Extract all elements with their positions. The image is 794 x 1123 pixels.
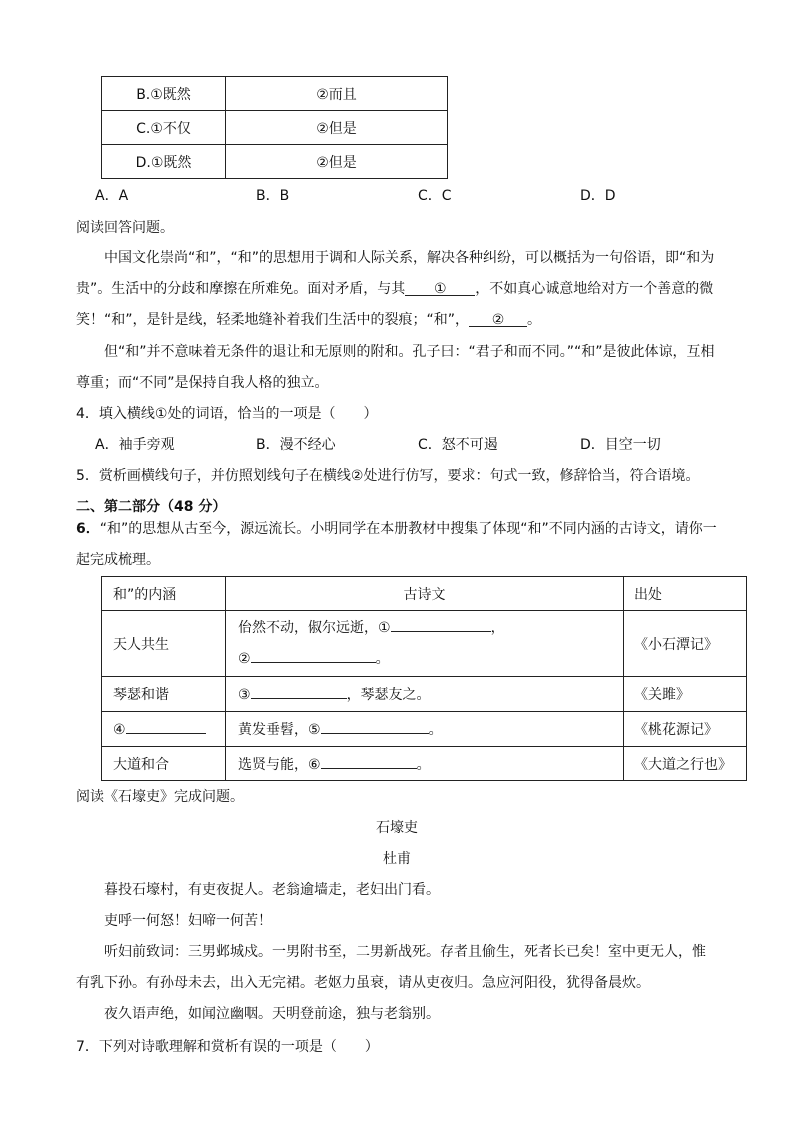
table-cell: C.①不仅 bbox=[102, 111, 226, 145]
choice-d: D．目空一切 bbox=[580, 437, 661, 453]
question-6-line bbox=[76, 522, 717, 536]
answer-blank[interactable] bbox=[321, 720, 429, 734]
table-row bbox=[102, 611, 747, 677]
poem-line bbox=[238, 613, 623, 644]
header-cell: 出处 bbox=[624, 577, 747, 611]
paragraph-line bbox=[76, 282, 713, 296]
question-4: 4．填入横线①处的词语，恰当的一项是（ ） bbox=[76, 406, 378, 422]
poem-line: 听妇前致词：三男邺城戍。一男附书至，二男新战死。存者且偷生，死者长已矣！室中更无人，惟 bbox=[104, 944, 706, 960]
header-cell: 古诗文 bbox=[226, 577, 624, 611]
choice-a: A．袖手旁观 bbox=[95, 437, 175, 453]
text-segment: 贵”。生活中的分歧和摩擦在所难免。面对矛盾，与其 bbox=[76, 281, 406, 297]
poem-line bbox=[238, 644, 623, 675]
choice-d: D．D bbox=[580, 188, 616, 204]
meaning-cell bbox=[102, 712, 226, 747]
poem-line: 吏呼一何怒！妇啼一何苦！ bbox=[104, 913, 272, 929]
poem-title: 石壕吏 bbox=[376, 820, 418, 836]
source-cell: 《桃花源记》 bbox=[624, 712, 747, 747]
text-segment: 。 bbox=[527, 312, 542, 328]
poem-cell bbox=[226, 677, 624, 712]
text-segment: 。 bbox=[375, 650, 390, 667]
poetry-table bbox=[101, 576, 747, 781]
option-table bbox=[101, 76, 448, 179]
poem-line: 有乳下孙。有孙母未去，出入无完裙。老妪力虽衰，请从吏夜归。急应河阳役，犹得备晨炊。 bbox=[76, 975, 650, 991]
table-row bbox=[102, 677, 747, 712]
table-row bbox=[102, 111, 448, 145]
paragraph-line: 中国文化崇尚“和”，“和”的思想用于调和人际关系，解决各种纠纷，可以概括为一句俗语，即“和为 bbox=[104, 250, 715, 266]
text-segment: 选贤与能，⑥ bbox=[238, 756, 321, 773]
choice-b: B．漫不经心 bbox=[256, 437, 336, 453]
choice-c: C．怒不可遏 bbox=[418, 437, 498, 453]
poem-line: 夜久语声绝，如闻泣幽咽。天明登前途，独与老翁别。 bbox=[104, 1006, 440, 1022]
answer-blank[interactable] bbox=[251, 685, 347, 699]
text-segment: “和”的思想从古至今，源远流长。小明同学在本册教材中搜集了体现“和”不同内涵的古诗文，请你一 bbox=[99, 521, 717, 537]
section-title: 二、第二部分（48 分） bbox=[76, 499, 227, 515]
table-row bbox=[102, 145, 448, 179]
poem-line: 暮投石壕村，有吏夜捉人。老翁逾墙走，老妇出门看。 bbox=[104, 882, 440, 898]
choice-a: A．A bbox=[95, 188, 129, 204]
table-cell: D.①既然 bbox=[102, 145, 226, 179]
choice-b: B．B bbox=[256, 188, 290, 204]
meaning-cell: 大道和合 bbox=[102, 747, 226, 781]
text-segment: 。 bbox=[416, 756, 431, 773]
question-number: 6． bbox=[76, 521, 100, 537]
text-segment: 黄发垂髫，⑤ bbox=[238, 722, 321, 738]
poem-cell bbox=[226, 747, 624, 781]
blank-1 bbox=[405, 282, 475, 296]
question-6-line: 起完成梳理。 bbox=[76, 552, 160, 568]
source-cell: 《小石潭记》 bbox=[624, 611, 747, 677]
text-segment: ④ bbox=[113, 722, 126, 738]
question-7: 7．下列对诗歌理解和赏析有误的一项是（ ） bbox=[76, 1039, 379, 1055]
table-cell: B.①既然 bbox=[102, 77, 226, 111]
reading-intro: 阅读《石壕吏》完成问题。 bbox=[76, 789, 244, 805]
text-segment: ，不如真心诚意地给对方一个善意的微 bbox=[475, 281, 714, 297]
text-segment: ， bbox=[490, 619, 505, 636]
table-row bbox=[102, 712, 747, 747]
table-cell: ②而且 bbox=[226, 77, 448, 111]
text-segment: ③ bbox=[238, 687, 251, 703]
meaning-cell: 天人共生 bbox=[102, 611, 226, 677]
text-segment: 佁然不动，俶尔远逝，① bbox=[238, 619, 391, 636]
choice-c: C．C bbox=[418, 188, 452, 204]
meaning-cell: 琴瑟和谐 bbox=[102, 677, 226, 712]
text-segment: 笑！“和”，是针是线，轻柔地缝补着我们生活中的裂痕；“和”， bbox=[76, 312, 470, 328]
table-cell: ②但是 bbox=[226, 145, 448, 179]
paragraph-line: 尊重；而“不同”是保持自我人格的独立。 bbox=[76, 375, 329, 391]
source-cell: 《大道之行也》 bbox=[624, 747, 747, 781]
answer-blank[interactable] bbox=[321, 755, 417, 769]
text-segment: 。 bbox=[428, 722, 443, 738]
paragraph-line: 但“和”并不意味着无条件的退让和无原则的附和。孔子曰：“君子和而不同。”“和”是彼此体谅，互相 bbox=[104, 344, 715, 360]
table-cell: ②但是 bbox=[226, 111, 448, 145]
poem-cell bbox=[226, 712, 624, 747]
table-header-row bbox=[102, 577, 747, 611]
reading-intro: 阅读回答问题。 bbox=[76, 220, 174, 236]
header-cell: 和”的内涵 bbox=[102, 577, 226, 611]
table-row bbox=[102, 77, 448, 111]
answer-blank[interactable] bbox=[251, 649, 376, 663]
answer-blank[interactable] bbox=[391, 618, 491, 632]
poem-cell bbox=[226, 611, 624, 677]
source-cell: 《关雎》 bbox=[624, 677, 747, 712]
paragraph-line bbox=[76, 313, 541, 327]
text-segment: ② bbox=[238, 650, 251, 667]
table-row bbox=[102, 747, 747, 781]
blank-2 bbox=[469, 313, 527, 327]
blank-number: ② bbox=[491, 312, 505, 328]
blank-number: ① bbox=[433, 281, 447, 297]
question-5: 5．赏析画横线句子，并仿照划线句子在横线②处进行仿写，要求：句式一致，修辞恰当，符合语境。 bbox=[76, 468, 700, 484]
poem-author: 杜甫 bbox=[383, 851, 411, 867]
text-segment: ，琴瑟友之。 bbox=[346, 687, 431, 703]
answer-blank[interactable] bbox=[126, 720, 206, 734]
